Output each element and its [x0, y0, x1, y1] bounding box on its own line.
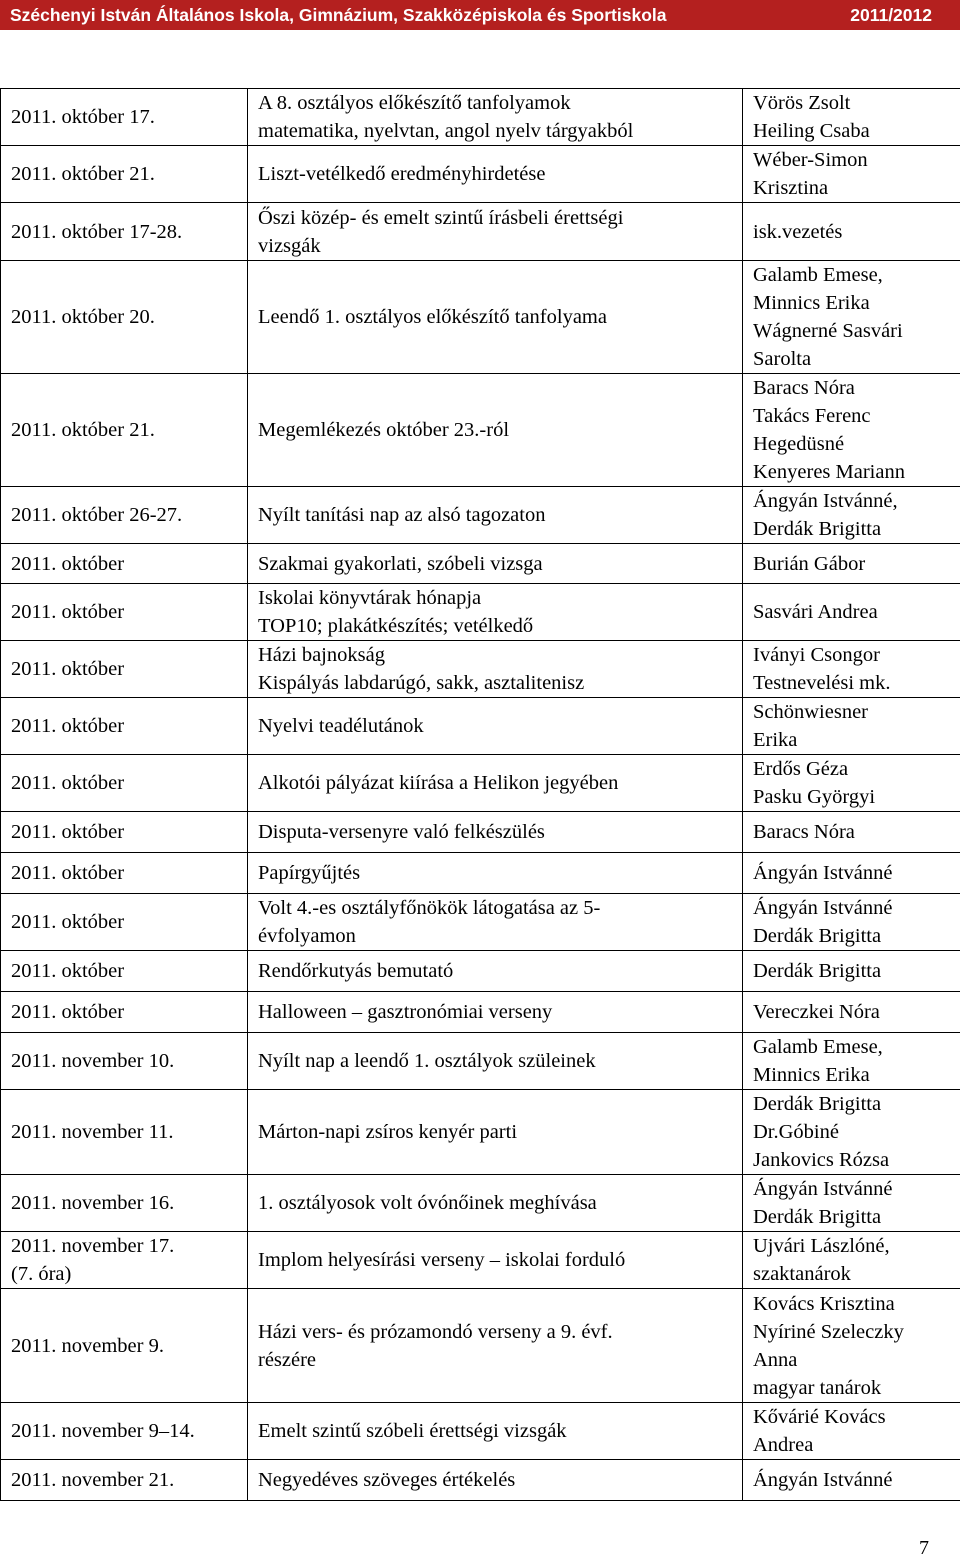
- event-cell-line: TOP10; plakátkészítés; vetélkedő: [258, 615, 534, 637]
- date-cell: [1, 261, 248, 374]
- event-cell-line: Rendőrkutyás bemutató: [258, 960, 454, 982]
- responsible-cell-line: Schönwiesner: [753, 701, 869, 723]
- event-cell-line: Nyílt nap a leendő 1. osztályok szüleinek: [258, 1050, 596, 1072]
- responsible-cell: [743, 203, 960, 261]
- responsible-cell-line: Sasvári Andrea: [753, 601, 878, 623]
- date-cell: [1, 1289, 248, 1403]
- table-row: [1, 755, 960, 812]
- responsible-cell-line: Ujvári Lászlóné,: [753, 1235, 890, 1257]
- event-cell-line: vizsgák: [258, 234, 321, 257]
- event-schedule-table: [0, 88, 960, 1501]
- date-cell: [1, 374, 248, 487]
- table-row: [1, 1175, 960, 1232]
- responsible-cell-line: Krisztina: [753, 177, 829, 199]
- responsible-cell: [743, 487, 960, 544]
- table-row: [1, 487, 960, 544]
- responsible-cell-line: Takács Ferenc: [753, 405, 871, 427]
- date-cell-line: 2011. október: [11, 552, 125, 575]
- responsible-cell-line: Erdős Géza: [753, 758, 849, 780]
- date-cell-line: 2011. október: [11, 658, 125, 680]
- responsible-cell-line: Kenyeres Mariann: [753, 461, 905, 483]
- responsible-cell-line: Kővárié Kovács: [753, 1406, 886, 1428]
- table-row: [1, 812, 960, 853]
- responsible-cell-line: Wágnerné Sasvári: [753, 320, 903, 342]
- date-cell-line: 2011. november 11.: [11, 1121, 174, 1143]
- responsible-cell: [743, 544, 960, 584]
- date-cell-line: 2011. október: [11, 1001, 125, 1023]
- date-cell: [1, 951, 248, 992]
- responsible-cell: [743, 89, 960, 146]
- event-cell: [248, 853, 743, 894]
- responsible-cell: [743, 641, 960, 698]
- event-cell: [248, 584, 743, 641]
- responsible-cell-line: Andrea: [753, 1434, 814, 1456]
- responsible-cell-line: Minnics Erika: [753, 292, 870, 314]
- date-cell: [1, 1460, 248, 1501]
- date-cell: [1, 1232, 248, 1289]
- event-cell: [248, 89, 743, 146]
- table-row: [1, 374, 960, 487]
- date-cell-line: 2011. október: [11, 601, 125, 623]
- responsible-cell: [743, 755, 960, 812]
- responsible-cell-line: Baracs Nóra: [753, 377, 855, 399]
- date-cell-line: 2011. október: [11, 911, 125, 933]
- responsible-cell: [743, 698, 960, 755]
- event-cell: [248, 951, 743, 992]
- event-cell: [248, 1090, 743, 1175]
- event-cell: [248, 1403, 743, 1460]
- table-row: [1, 894, 960, 951]
- date-cell-line: 2011. október 20.: [11, 306, 155, 328]
- event-cell-line: Emelt szintű szóbeli érettségi vizsgák: [258, 1420, 567, 1442]
- responsible-cell: [743, 1403, 960, 1460]
- responsible-cell: [743, 1090, 960, 1175]
- event-cell: [248, 812, 743, 853]
- date-cell-line: 2011. október: [11, 960, 125, 982]
- responsible-cell-line: Ángyán Istvánné,: [753, 490, 898, 512]
- event-cell-line: Negyedéves szöveges értékelés: [258, 1469, 516, 1491]
- page-number: 7: [919, 1537, 929, 1559]
- event-cell: [248, 641, 743, 698]
- event-cell: [248, 374, 743, 487]
- date-cell: [1, 894, 248, 951]
- event-cell-line: Őszi közép- és emelt szintű írásbeli érettségi: [258, 206, 624, 229]
- responsible-cell-line: Anna: [753, 1348, 798, 1371]
- event-cell-line: matematika, nyelvtan, angol nyelv tárgyakból: [258, 120, 634, 142]
- event-cell-line: Márton-napi zsíros kenyér parti: [258, 1121, 518, 1143]
- responsible-cell-line: magyar tanárok: [753, 1376, 882, 1399]
- responsible-cell: [743, 374, 960, 487]
- event-cell-line: részére: [258, 1348, 317, 1371]
- responsible-cell-line: Derdák Brigitta: [753, 518, 882, 540]
- event-cell: [248, 1232, 743, 1289]
- table-row: [1, 992, 960, 1033]
- table-row: [1, 853, 960, 894]
- responsible-cell: [743, 261, 960, 374]
- date-cell: [1, 1090, 248, 1175]
- date-cell-line: 2011. október 17.: [11, 106, 155, 128]
- date-cell: [1, 544, 248, 584]
- table-row: [1, 89, 960, 146]
- responsible-cell-line: Derdák Brigitta: [753, 960, 882, 982]
- event-cell-line: Nyílt tanítási nap az alsó tagozaton: [258, 504, 546, 526]
- responsible-cell: [743, 1175, 960, 1232]
- table-row: [1, 146, 960, 203]
- school-year: 2011/2012: [850, 5, 932, 25]
- event-cell-line: Iskolai könyvtárak hónapja: [258, 587, 482, 609]
- responsible-cell-line: Iványi Csongor: [753, 644, 880, 666]
- event-cell-line: Szakmai gyakorlati, szóbeli vizsga: [258, 552, 543, 575]
- event-cell-line: A 8. osztályos előkészítő tanfolyamok: [258, 92, 571, 114]
- table-row: [1, 698, 960, 755]
- date-cell-line: 2011. november 16.: [11, 1192, 175, 1214]
- event-cell-line: Megemlékezés október 23.-ról: [258, 419, 510, 441]
- date-cell-line: 2011. október: [11, 715, 125, 737]
- event-cell-line: Implom helyesírási verseny – iskolai forduló: [258, 1249, 626, 1271]
- date-cell: [1, 755, 248, 812]
- responsible-cell: [743, 894, 960, 951]
- responsible-cell-line: Nyíriné Szeleczky: [753, 1320, 904, 1343]
- event-cell: [248, 992, 743, 1033]
- responsible-cell-line: Burián Gábor: [753, 552, 866, 575]
- table-row: [1, 544, 960, 584]
- responsible-cell: [743, 146, 960, 203]
- responsible-cell-line: Sarolta: [753, 348, 812, 370]
- responsible-cell-line: Derdák Brigitta: [753, 1206, 882, 1228]
- responsible-cell: [743, 812, 960, 853]
- date-cell: [1, 853, 248, 894]
- date-cell-line: 2011. november 9.: [11, 1334, 164, 1357]
- event-cell-line: Leendő 1. osztályos előkészítő tanfolyama: [258, 306, 607, 328]
- table-row: [1, 951, 960, 992]
- responsible-cell: [743, 584, 960, 641]
- responsible-cell: [743, 992, 960, 1033]
- event-cell-line: Házi bajnokság: [258, 644, 385, 666]
- responsible-cell-line: Jankovics Rózsa: [753, 1149, 890, 1171]
- responsible-cell-line: Ángyán Istvánné: [753, 897, 893, 919]
- table-row: [1, 1289, 960, 1403]
- event-cell: [248, 203, 743, 261]
- event-cell-line: Disputa-versenyre való felkészülés: [258, 821, 545, 843]
- date-cell: [1, 698, 248, 755]
- date-cell-line: 2011. november 10.: [11, 1050, 175, 1072]
- page-header: [0, 0, 960, 30]
- responsible-cell-line: Minnics Erika: [753, 1064, 870, 1086]
- table-row: [1, 1403, 960, 1460]
- responsible-cell-line: Vereczkei Nóra: [753, 1001, 880, 1023]
- event-cell: [248, 698, 743, 755]
- event-cell-line: Papírgyűjtés: [258, 862, 361, 884]
- responsible-cell: [743, 951, 960, 992]
- event-cell-line: Alkotói pályázat kiírása a Helikon jegyében: [258, 772, 619, 794]
- responsible-cell-line: Ángyán Istvánné: [753, 1178, 893, 1200]
- responsible-cell-line: Erika: [753, 729, 798, 751]
- responsible-cell-line: Vörös Zsolt: [753, 92, 851, 114]
- event-cell: [248, 1175, 743, 1232]
- date-cell-line: 2011. november 9–14.: [11, 1420, 195, 1442]
- date-cell: [1, 1033, 248, 1090]
- event-cell: [248, 755, 743, 812]
- date-cell: [1, 1403, 248, 1460]
- responsible-cell-line: Ángyán Istvánné: [753, 862, 893, 884]
- date-cell: [1, 146, 248, 203]
- date-cell-line: 2011. november 21.: [11, 1469, 175, 1491]
- responsible-cell-line: Derdák Brigitta: [753, 925, 882, 947]
- table-row: [1, 1090, 960, 1175]
- event-cell: [248, 544, 743, 584]
- responsible-cell-line: Derdák Brigitta: [753, 1093, 882, 1115]
- date-cell: [1, 812, 248, 853]
- date-cell-line: 2011. november 17.: [11, 1235, 175, 1257]
- date-cell-line: 2011. október 26-27.: [11, 504, 183, 526]
- responsible-cell-line: Testnevelési mk.: [753, 672, 891, 694]
- school-name: Széchenyi István Általános Iskola, Gimnázium, Szakközépiskola és Sportiskola: [10, 5, 667, 25]
- date-cell: [1, 584, 248, 641]
- event-cell-line: 1. osztályosok volt óvónőinek meghívása: [258, 1192, 597, 1214]
- table-row: [1, 584, 960, 641]
- responsible-cell-line: szaktanárok: [753, 1263, 851, 1285]
- event-cell: [248, 1460, 743, 1501]
- responsible-cell: [743, 1033, 960, 1090]
- date-cell: [1, 203, 248, 261]
- date-cell-line: 2011. október 21.: [11, 163, 155, 185]
- responsible-cell-line: isk.vezetés: [753, 220, 843, 243]
- responsible-cell-line: Wéber-Simon: [753, 149, 868, 171]
- responsible-cell-line: Dr.Góbiné: [753, 1121, 839, 1143]
- responsible-cell-line: Baracs Nóra: [753, 821, 855, 843]
- table-row: [1, 1460, 960, 1501]
- date-cell-line: (7. óra): [11, 1263, 72, 1285]
- event-cell: [248, 261, 743, 374]
- event-cell: [248, 1033, 743, 1090]
- event-cell-line: Volt 4.-es osztályfőnökök látogatása az 5-: [258, 897, 601, 919]
- responsible-cell-line: Hegedüsné: [753, 433, 845, 455]
- date-cell: [1, 89, 248, 146]
- date-cell-line: 2011. október 17-28.: [11, 220, 183, 243]
- event-cell: [248, 146, 743, 203]
- responsible-cell: [743, 1232, 960, 1289]
- date-cell-line: 2011. október 21.: [11, 419, 155, 441]
- responsible-cell-line: Heiling Csaba: [753, 120, 870, 142]
- responsible-cell-line: Ángyán Istvánné: [753, 1469, 893, 1491]
- responsible-cell-line: Galamb Emese,: [753, 1036, 883, 1058]
- event-cell-line: évfolyamon: [258, 925, 356, 947]
- date-cell: [1, 992, 248, 1033]
- event-cell: [248, 1289, 743, 1403]
- event-cell-line: Házi vers- és prózamondó verseny a 9. évf.: [258, 1320, 613, 1343]
- responsible-cell-line: Kovács Krisztina: [753, 1292, 895, 1315]
- event-cell-line: Kispályás labdarúgó, sakk, asztalitenisz: [258, 672, 585, 694]
- date-cell: [1, 487, 248, 544]
- responsible-cell: [743, 1289, 960, 1403]
- table-row: [1, 1033, 960, 1090]
- responsible-cell: [743, 1460, 960, 1501]
- date-cell-line: 2011. október: [11, 862, 125, 884]
- date-cell-line: 2011. október: [11, 821, 125, 843]
- responsible-cell: [743, 853, 960, 894]
- date-cell: [1, 1175, 248, 1232]
- table-row: [1, 261, 960, 374]
- event-cell-line: Liszt-vetélkedő eredményhirdetése: [258, 163, 546, 185]
- date-cell-line: 2011. október: [11, 772, 125, 794]
- date-cell: [1, 641, 248, 698]
- responsible-cell-line: Pasku Györgyi: [753, 786, 876, 808]
- responsible-cell-line: Galamb Emese,: [753, 264, 883, 286]
- event-cell: [248, 487, 743, 544]
- event-cell-line: Nyelvi teadélutánok: [258, 715, 424, 737]
- table-row: [1, 203, 960, 261]
- event-cell-line: Halloween – gasztronómiai verseny: [258, 1001, 553, 1023]
- table-row: [1, 641, 960, 698]
- table-row: [1, 1232, 960, 1289]
- event-cell: [248, 894, 743, 951]
